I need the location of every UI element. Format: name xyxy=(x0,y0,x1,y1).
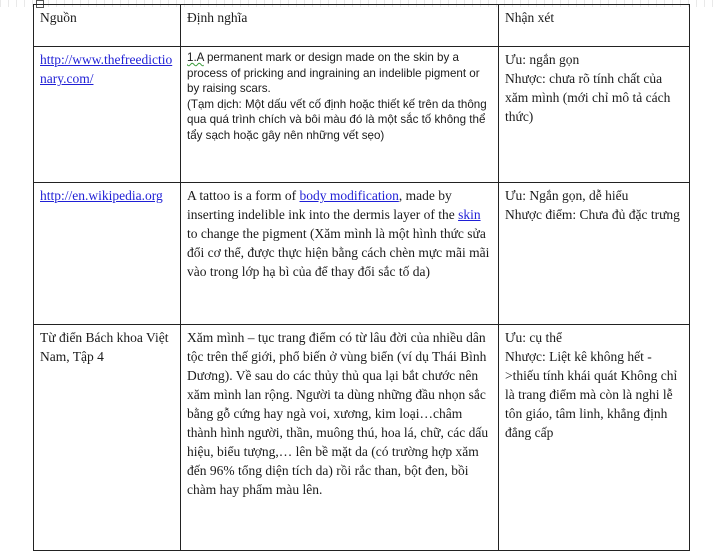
table-header-row xyxy=(34,5,690,47)
header-remark: Nhận xét xyxy=(499,5,690,47)
definition-text: A tattoo is a form of xyxy=(187,188,300,203)
source-link[interactable]: http://www.thefreedictionary.com/ xyxy=(40,52,173,86)
remark-cell xyxy=(499,325,690,551)
remark-pro: Ưu: cụ thể xyxy=(505,330,562,345)
table-row xyxy=(34,183,690,325)
table-row xyxy=(34,325,690,551)
remark-cell xyxy=(499,47,690,183)
table-row xyxy=(34,47,690,183)
definition-english xyxy=(187,50,492,97)
body-modification-link[interactable]: body modification xyxy=(299,188,399,203)
definition-text: to change the pigment (Xăm mình là một hình thức sửa đổi cơ thể, được thực hiện bằng cách chèn mực mãi mãi vào trong lớp hạ bì của để thay đổi sắc tố da) xyxy=(187,226,490,279)
remark-con: Nhược: chưa rõ tính chất của xăm mình (mới chỉ mô tả cách thức) xyxy=(505,71,671,124)
definition-number: 1.A xyxy=(187,51,204,64)
remark-con: Nhược: Liệt kê không hết ->thiếu tính khái quát Không chỉ là trang điểm mà còn là nghi lễ tôn giáo, tâm linh, khẳng định đẳng cấp xyxy=(505,349,678,440)
remark-cell xyxy=(499,183,690,325)
source-cell xyxy=(34,47,181,183)
source-cell: Từ điển Bách khoa Việt Nam, Tập 4 xyxy=(34,325,181,551)
definition-cell xyxy=(181,183,499,325)
remark-con: Nhược điểm: Chưa đủ đặc trưng xyxy=(505,207,680,222)
remark-pro: Ưu: ngắn gọn xyxy=(505,52,580,67)
definition-cell xyxy=(181,47,499,183)
definition-english-text: permanent mark or design made on the skin by a process of pricking and ingraining an indelible pigment or by raising scars. xyxy=(187,51,480,96)
definition-translation: (Tạm dịch: Một dấu vết cố định hoặc thiết kế trên da thông qua quá trình chích và bôi màu đó là một sắc tố không thể tẩy sạch hoặc gây nên những vết sẹo) xyxy=(187,97,487,142)
definition-text: , made by inserting indelible ink into the dermis layer of the xyxy=(187,188,459,222)
source-cell xyxy=(34,183,181,325)
definition-cell: Xăm mình – tục trang điểm có từ lâu đời của nhiều dân tộc trên thế giới, phổ biến ở vùng biển (ví dụ Thái Bình Dương). Về sau do các thủy thủ qua lại bắt chước nên xăm mình lan rộng. Người ta dùng những đầu nhọn sắc bằng gỗ cứng hay ngà voi, xương, kim loại…châm thành hình người, thần, muông thú, hoa lá, chữ, các dấu hiệu, biểu tượng,… lên bề mặt da (có trường hợp xăm đến 96% tổng diện tích da) rồi rắc than, bột đen, bồi chàm hay phẩm màu lên. xyxy=(181,325,499,551)
header-definition: Định nghĩa xyxy=(181,5,499,47)
skin-link[interactable]: skin xyxy=(458,207,481,222)
header-source: Nguồn xyxy=(34,5,181,47)
source-link[interactable]: http://en.wikipedia.org xyxy=(40,188,163,203)
definitions-table xyxy=(33,4,690,551)
remark-pro: Ưu: Ngắn gọn, dễ hiểu xyxy=(505,188,629,203)
